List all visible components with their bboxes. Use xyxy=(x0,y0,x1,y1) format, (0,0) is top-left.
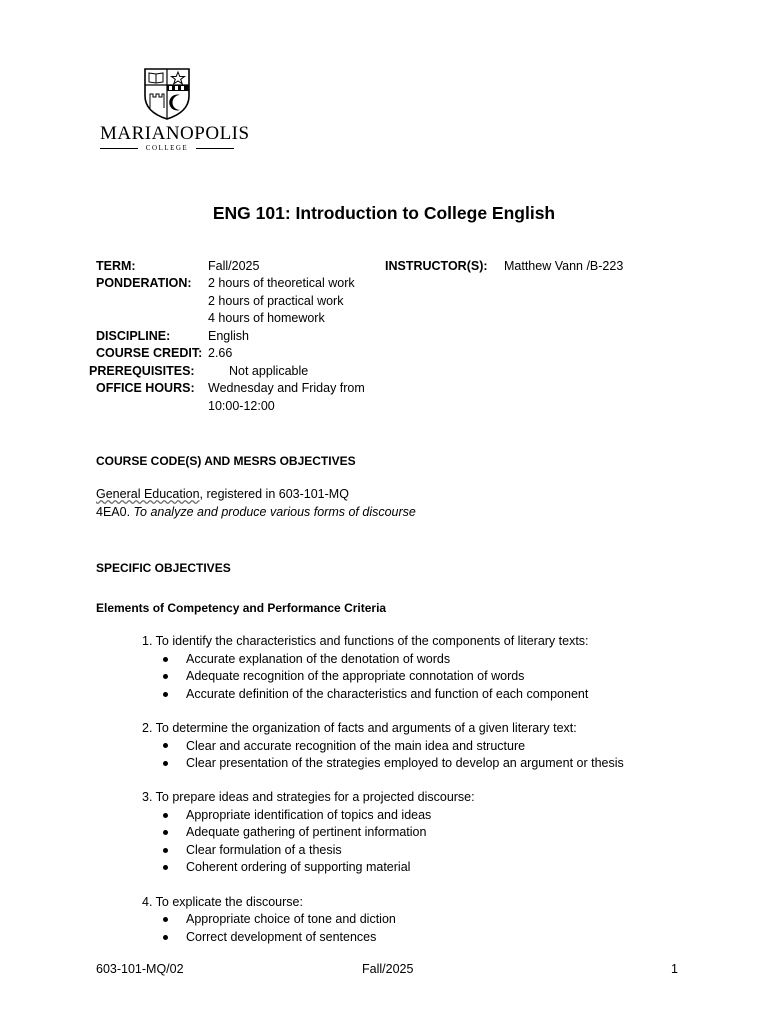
footer-course-code: 603-101-MQ/02 xyxy=(96,962,184,976)
term-label: TERM: xyxy=(96,259,136,273)
bullet-icon xyxy=(163,657,168,662)
gen-ed-link: General Education xyxy=(96,487,200,501)
bullet-icon xyxy=(163,674,168,679)
specific-objectives-heading: SPECIFIC OBJECTIVES xyxy=(96,561,231,575)
logo-sub: COLLEGE xyxy=(145,144,189,152)
bullet-icon xyxy=(163,917,168,922)
credit-value: 2.66 xyxy=(208,346,233,360)
objective-item-1: 1. To identify the characteristics and functions of the components of literary texts: xyxy=(142,634,589,648)
college-logo xyxy=(100,64,250,156)
list-item: Clear presentation of the strategies employed to develop an argument or thesis xyxy=(186,756,624,770)
bullet-icon xyxy=(163,743,168,748)
objective-text: To analyze and produce various forms of discourse xyxy=(133,504,416,519)
discipline-value: English xyxy=(208,328,249,343)
office-hours-label: OFFICE HOURS: xyxy=(96,381,195,395)
credit-label: COURSE CREDIT: xyxy=(96,346,203,360)
bullet-icon xyxy=(163,830,168,835)
instructor-label: INSTRUCTOR(S): xyxy=(385,259,488,273)
objective-code: 4EA0. xyxy=(96,504,134,519)
list-item: Adequate recognition of the appropriate connotation of words xyxy=(186,669,525,683)
list-item: Clear and accurate recognition of the main idea and structure xyxy=(186,738,526,753)
list-item: Adequate gathering of pertinent information xyxy=(186,825,427,839)
discipline-label: DISCIPLINE: xyxy=(96,328,171,343)
objective-item-3: 3. To prepare ideas and strategies for a projected discourse: xyxy=(142,790,475,804)
ponderation-label: PONDERATION: xyxy=(96,276,192,290)
office-hours-days: Wednesday and Friday from xyxy=(208,381,365,395)
list-item: Appropriate choice of tone and diction xyxy=(186,912,396,926)
prereq-value: Not applicable xyxy=(229,363,309,378)
list-item: Accurate definition of the characteristics and function of each component xyxy=(186,687,589,701)
office-hours-time: 10:00-12:00 xyxy=(208,398,275,413)
objective-line xyxy=(96,504,416,521)
ponderation-homework: 4 hours of homework xyxy=(208,311,325,325)
footer-term: Fall/2025 xyxy=(362,962,414,976)
gen-ed-line xyxy=(96,486,349,503)
crest-icon xyxy=(100,64,234,124)
competency-subheading: Elements of Competency and Performance Criteria xyxy=(96,601,387,615)
course-codes-heading: COURSE CODE(S) AND MESRS OBJECTIVES xyxy=(96,454,356,468)
objective-item-4: 4. To explicate the discourse: xyxy=(142,895,303,909)
logo-rule-right xyxy=(196,148,234,149)
list-item: Correct development of sentences xyxy=(186,930,377,944)
bullet-icon xyxy=(163,848,168,853)
page-title: ENG 101: Introduction to College English xyxy=(212,203,556,223)
footer-page-number: 1 xyxy=(671,962,678,976)
instructor-value: Matthew Vann /B-223 xyxy=(504,259,624,273)
list-item: Clear formulation of a thesis xyxy=(186,842,342,857)
bullet-icon xyxy=(163,692,168,697)
gen-ed-rest: , registered in 603-101-MQ xyxy=(199,487,349,501)
bullet-icon xyxy=(163,813,168,818)
ponderation-theory: 2 hours of theoretical work xyxy=(208,276,355,290)
bullet-icon xyxy=(163,761,168,766)
bullet-icon xyxy=(163,935,168,940)
list-item: Appropriate identification of topics and ideas xyxy=(186,807,432,822)
objective-item-2: 2. To determine the organization of facts and arguments of a given literary text: xyxy=(142,721,577,735)
list-item: Accurate explanation of the denotation of words xyxy=(186,652,451,666)
ponderation-practical: 2 hours of practical work xyxy=(208,293,344,308)
bullet-icon xyxy=(163,865,168,870)
prereq-label: PREREQUISITES: xyxy=(89,363,195,378)
list-item: Coherent ordering of supporting material xyxy=(186,860,411,874)
term-value: Fall/2025 xyxy=(208,259,260,273)
logo-name: MARIANOPOLIS xyxy=(100,123,250,144)
